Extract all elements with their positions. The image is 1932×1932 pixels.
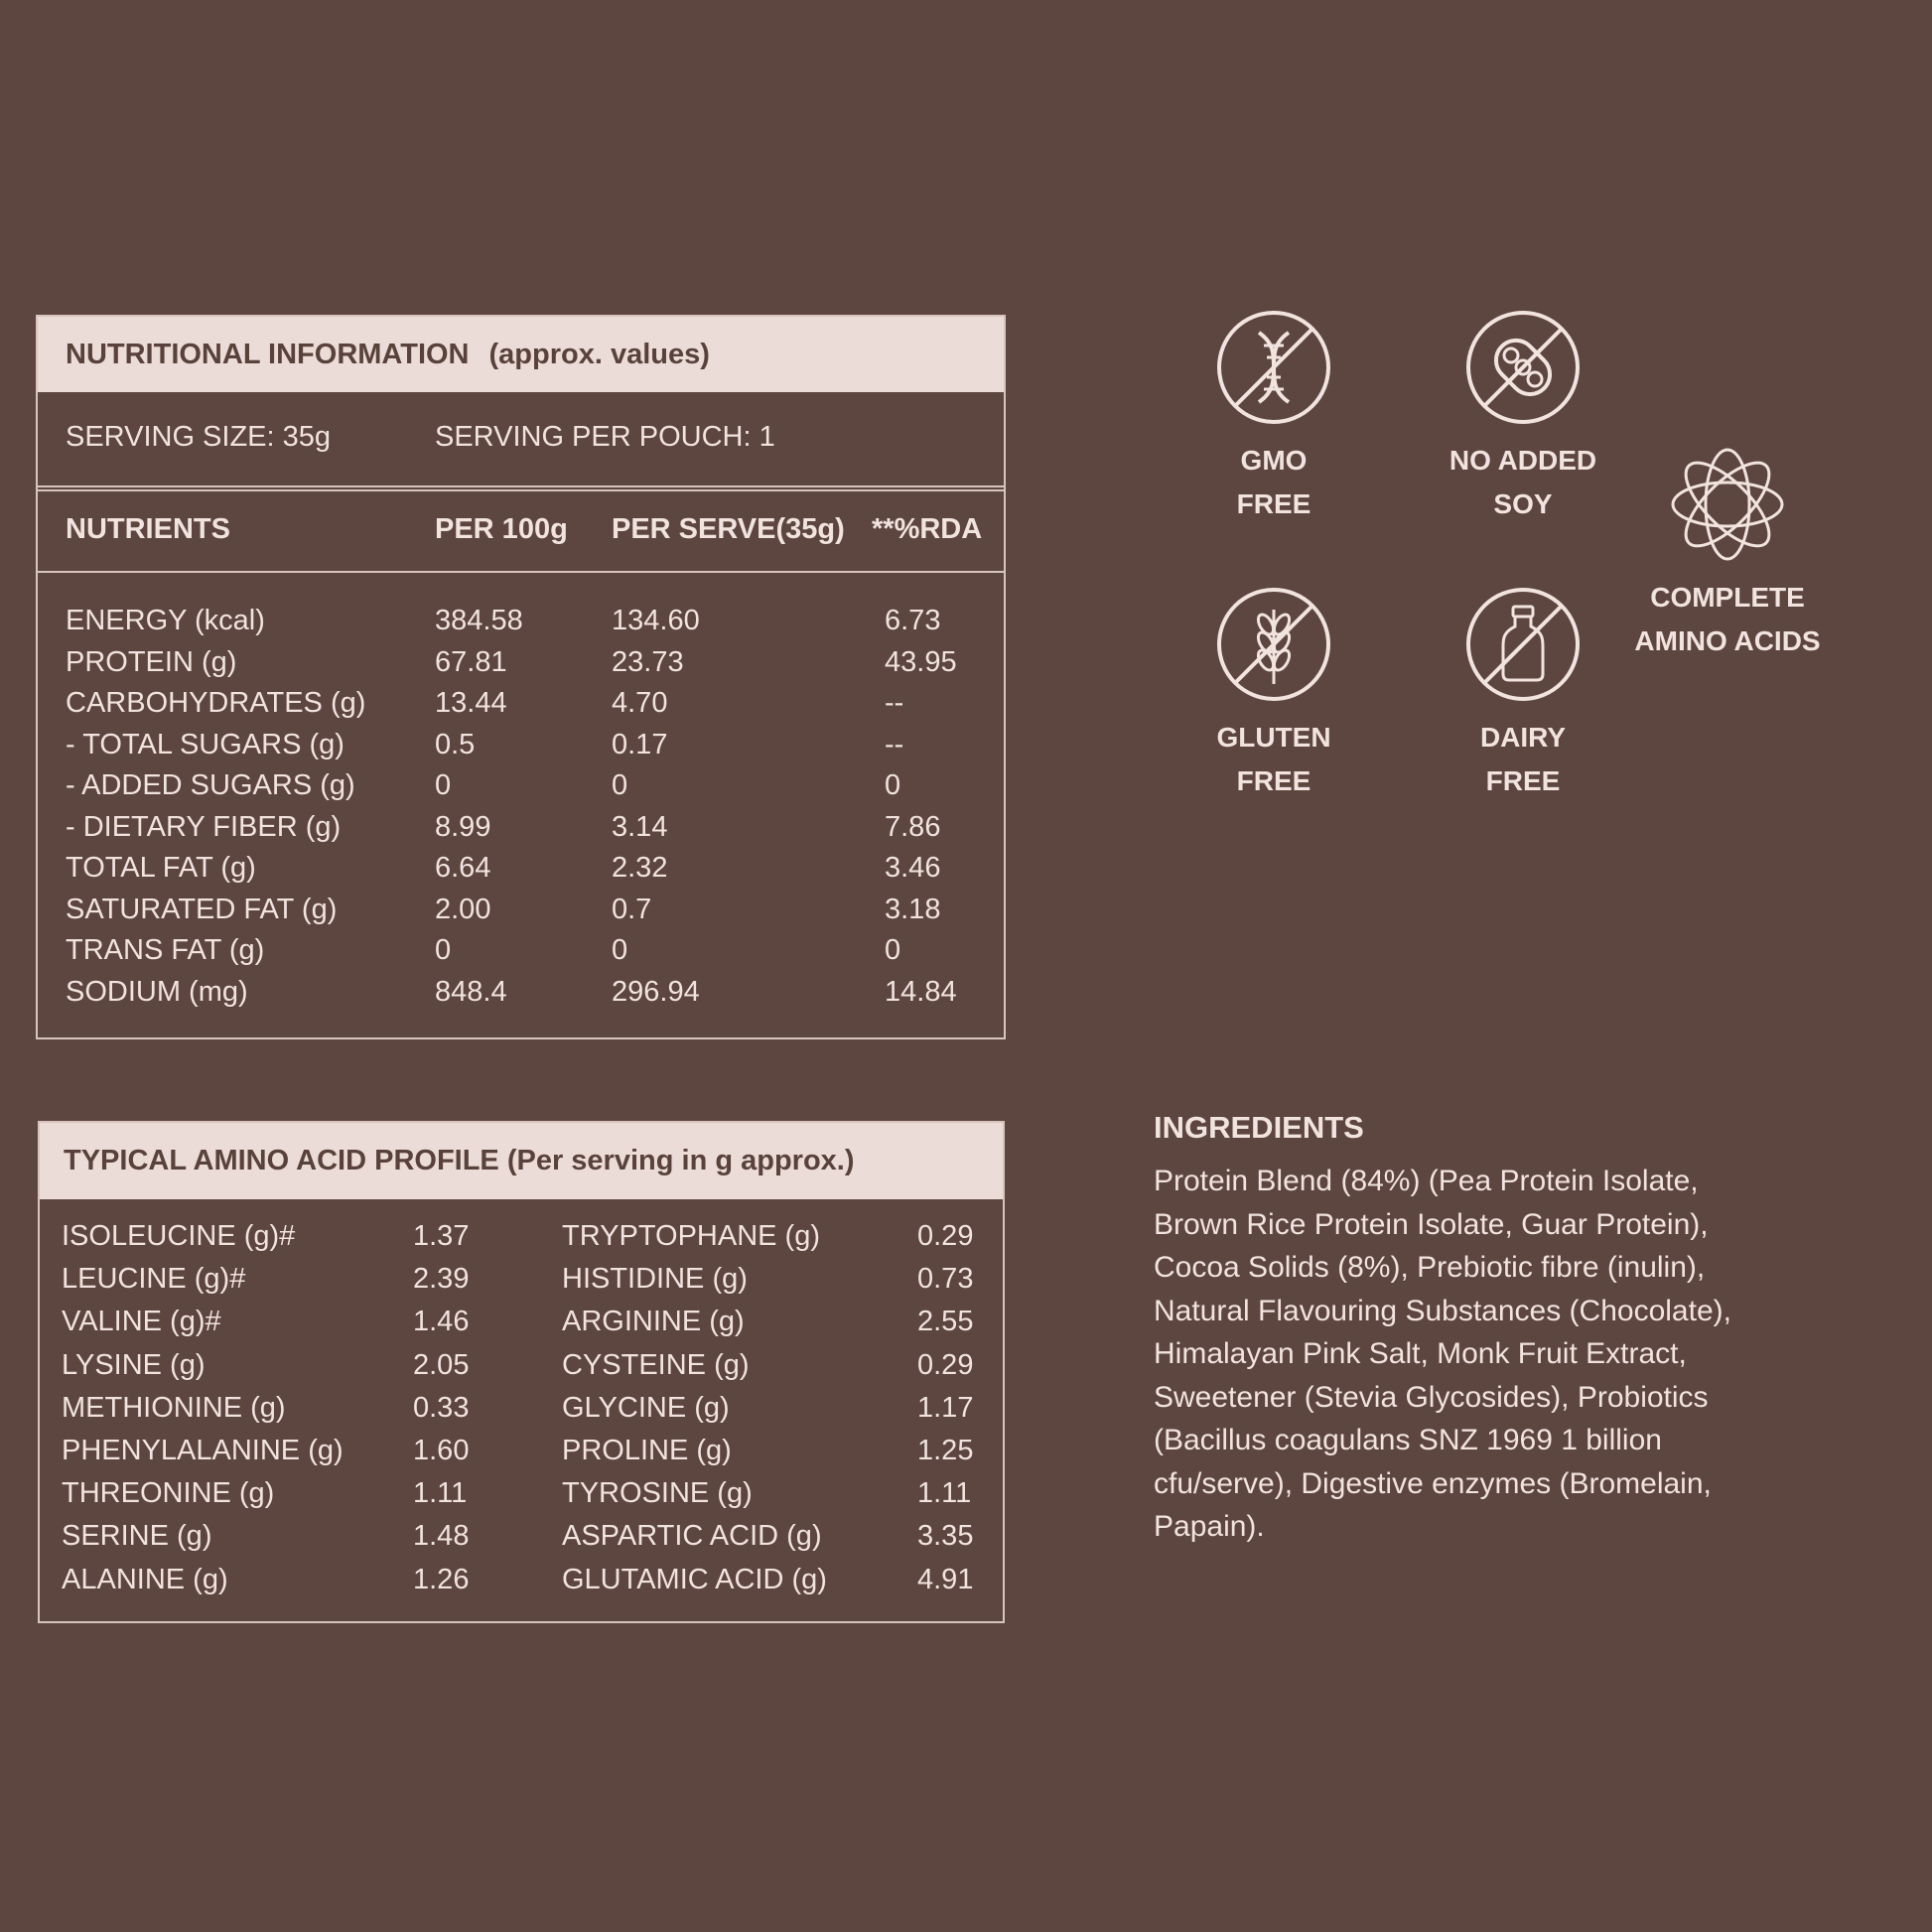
nutrient-perserve: 134.60 [612, 605, 700, 636]
nutrition-title: NUTRITIONAL INFORMATION [66, 338, 470, 370]
amino-value: 0.73 [917, 1263, 974, 1296]
amino-value: 0.29 [917, 1348, 974, 1381]
badge-gmo-line2: FREE [1236, 488, 1311, 519]
ingredients-section [1154, 1110, 1789, 1549]
nutrient-rda: 7.86 [885, 810, 941, 843]
amino-value: 2.39 [413, 1263, 470, 1296]
amino-row [40, 1349, 1003, 1390]
amino-name: PHENYLALANINE (g) [62, 1435, 344, 1466]
nutrient-perserve: 0 [612, 769, 628, 801]
column-header-per100: PER 100g [435, 513, 568, 545]
nutrition-row [38, 646, 1004, 687]
nutrient-perserve: 4.70 [612, 687, 668, 719]
amino-value: 1.11 [917, 1477, 972, 1510]
nutrition-table [36, 315, 1006, 1039]
amino-row [40, 1477, 1003, 1518]
nutrition-row [38, 934, 1004, 975]
column-header-nutrients: NUTRIENTS [66, 513, 230, 545]
nutrient-per100: 67.81 [435, 645, 507, 678]
amino-value: 1.60 [413, 1435, 470, 1466]
nutrient-per100: 384.58 [435, 605, 523, 636]
wheat-crossed-icon [1214, 585, 1333, 704]
amino-name: TYROSINE (g) [562, 1477, 753, 1510]
divider [38, 485, 1004, 487]
servings-per-pouch: SERVING PER POUCH: 1 [435, 421, 775, 453]
amino-value: 1.46 [413, 1306, 470, 1338]
nutrition-header [38, 317, 1004, 392]
nutrient-rda: 3.18 [885, 893, 941, 925]
amino-name: ALANINE (g) [62, 1563, 228, 1595]
nutrient-name: ENERGY (kcal) [66, 605, 265, 636]
nutrient-rda: 0 [885, 934, 901, 966]
nutrient-per100: 2.00 [435, 893, 491, 925]
amino-row [40, 1306, 1003, 1346]
nutrient-rda: 0 [885, 769, 901, 801]
amino-row [40, 1435, 1003, 1475]
nutrient-perserve: 0.17 [612, 728, 668, 760]
divider [38, 571, 1004, 573]
amino-name: ASPARTIC ACID (g) [562, 1520, 822, 1553]
atom-orbit-icon [1668, 445, 1787, 564]
nutrient-rda: -- [885, 687, 904, 719]
nutrient-name: TRANS FAT (g) [66, 934, 265, 966]
nutrition-row [38, 894, 1004, 934]
nutrient-perserve: 0.7 [612, 893, 652, 925]
nutrient-perserve: 3.14 [612, 810, 668, 843]
badge-dairy-line1: DAIRY [1479, 722, 1567, 753]
badge-gmo-free [1135, 308, 1413, 526]
amino-header [40, 1123, 1003, 1199]
nutrient-rda: 43.95 [885, 645, 957, 678]
amino-acid-table [38, 1121, 1005, 1623]
badge-gluten-free [1135, 585, 1413, 803]
nutrition-row [38, 687, 1004, 728]
amino-value: 4.91 [917, 1563, 974, 1595]
nutrient-perserve: 296.94 [612, 975, 700, 1008]
dna-crossed-icon [1214, 308, 1333, 427]
nutrient-name: TOTAL FAT (g) [66, 852, 256, 884]
nutrient-name: - ADDED SUGARS (g) [66, 769, 355, 801]
amino-value: 3.35 [917, 1520, 974, 1553]
milk-bottle-crossed-icon [1463, 585, 1583, 704]
amino-name: LYSINE (g) [62, 1348, 206, 1381]
amino-name: LEUCINE (g)# [62, 1263, 246, 1296]
amino-value: 1.17 [917, 1391, 974, 1424]
amino-row [40, 1564, 1003, 1604]
amino-name: METHIONINE (g) [62, 1391, 286, 1424]
amino-name: ISOLEUCINE (g)# [62, 1220, 296, 1252]
amino-name: GLYCINE (g) [562, 1391, 730, 1424]
nutrient-per100: 8.99 [435, 810, 491, 843]
badge-dairy-free [1394, 585, 1652, 803]
amino-title: TYPICAL AMINO ACID PROFILE (Per serving in g approx.) [64, 1145, 855, 1176]
nutrient-per100: 0 [435, 934, 452, 966]
ingredients-title: INGREDIENTS [1154, 1110, 1364, 1145]
nutrient-name: PROTEIN (g) [66, 645, 237, 678]
badge-soy-line2: SOY [1493, 488, 1553, 519]
soybean-crossed-icon [1463, 308, 1583, 427]
amino-value: 1.37 [413, 1220, 470, 1252]
nutrient-per100: 848.4 [435, 975, 507, 1008]
amino-name: GLUTAMIC ACID (g) [562, 1563, 827, 1595]
nutrition-row [38, 729, 1004, 769]
badge-gluten-line1: GLUTEN [1216, 722, 1331, 753]
amino-value: 0.33 [413, 1391, 470, 1424]
column-header-perserve: PER SERVE(35g) [612, 513, 845, 545]
amino-value: 0.29 [917, 1220, 974, 1252]
nutrition-row [38, 976, 1004, 1017]
divider [38, 489, 1004, 491]
badge-amino-line2: AMINO ACIDS [1634, 625, 1821, 656]
amino-row [40, 1220, 1003, 1261]
nutrition-row [38, 605, 1004, 645]
amino-value: 1.25 [917, 1435, 974, 1466]
amino-value: 1.48 [413, 1520, 470, 1553]
nutrient-perserve: 0 [612, 934, 628, 966]
nutrition-row [38, 769, 1004, 810]
badge-dairy-line2: FREE [1485, 765, 1561, 796]
nutrient-per100: 0 [435, 769, 452, 801]
badge-gmo-line1: GMO [1240, 445, 1308, 476]
amino-row [40, 1520, 1003, 1561]
nutrient-perserve: 23.73 [612, 645, 684, 678]
amino-name: PROLINE (g) [562, 1435, 732, 1466]
nutrition-row [38, 811, 1004, 852]
amino-name: HISTIDINE (g) [562, 1263, 748, 1296]
column-header-rda: **%RDA [872, 513, 983, 545]
amino-name: ARGININE (g) [562, 1306, 745, 1338]
nutrient-rda: -- [885, 728, 904, 760]
amino-name: TRYPTOPHANE (g) [562, 1220, 820, 1252]
amino-value: 2.55 [917, 1306, 974, 1338]
amino-name: SERINE (g) [62, 1520, 212, 1553]
amino-value: 2.05 [413, 1348, 470, 1381]
nutrition-row [38, 852, 1004, 893]
amino-value: 1.26 [413, 1563, 470, 1595]
ingredients-text: Protein Blend (84%) (Pea Protein Isolate, Brown Rice Protein Isolate, Guar Protein), Cocoa Solids (8%), Prebiotic fibre (inulin), Natural Flavouring Substances (Chocolate), Himalayan Pink Salt, Monk Fruit Extract, Sweetener (Stevia Glycosides), Probiotics (Bacillus coagulans SNZ 1969 1 billion cfu/serve), Digestive enzymes (Bromelain, Papain). [1154, 1165, 1731, 1543]
amino-row [40, 1263, 1003, 1304]
amino-value: 1.11 [413, 1477, 468, 1510]
nutrient-perserve: 2.32 [612, 852, 668, 884]
nutrient-name: - TOTAL SUGARS (g) [66, 728, 345, 760]
nutrient-rda: 3.46 [885, 852, 941, 884]
nutrient-rda: 6.73 [885, 605, 941, 636]
nutrient-per100: 13.44 [435, 687, 507, 719]
amino-name: CYSTEINE (g) [562, 1348, 750, 1381]
nutrient-rda: 14.84 [885, 975, 957, 1008]
nutrient-name: - DIETARY FIBER (g) [66, 810, 342, 843]
nutrient-name: SODIUM (mg) [66, 975, 248, 1008]
badge-gluten-line2: FREE [1236, 765, 1311, 796]
amino-name: VALINE (g)# [62, 1306, 221, 1338]
amino-row [40, 1392, 1003, 1433]
nutrient-per100: 0.5 [435, 728, 476, 760]
nutrition-subtitle: (approx. values) [488, 338, 710, 370]
nutrient-name: SATURATED FAT (g) [66, 893, 338, 925]
badge-soy-line1: NO ADDED [1449, 445, 1597, 476]
serving-size: SERVING SIZE: 35g [66, 421, 332, 453]
nutrient-name: CARBOHYDRATES (g) [66, 687, 366, 719]
nutrient-per100: 6.64 [435, 852, 491, 884]
badge-amino-line1: COMPLETE [1650, 582, 1805, 613]
amino-name: THREONINE (g) [62, 1477, 275, 1510]
